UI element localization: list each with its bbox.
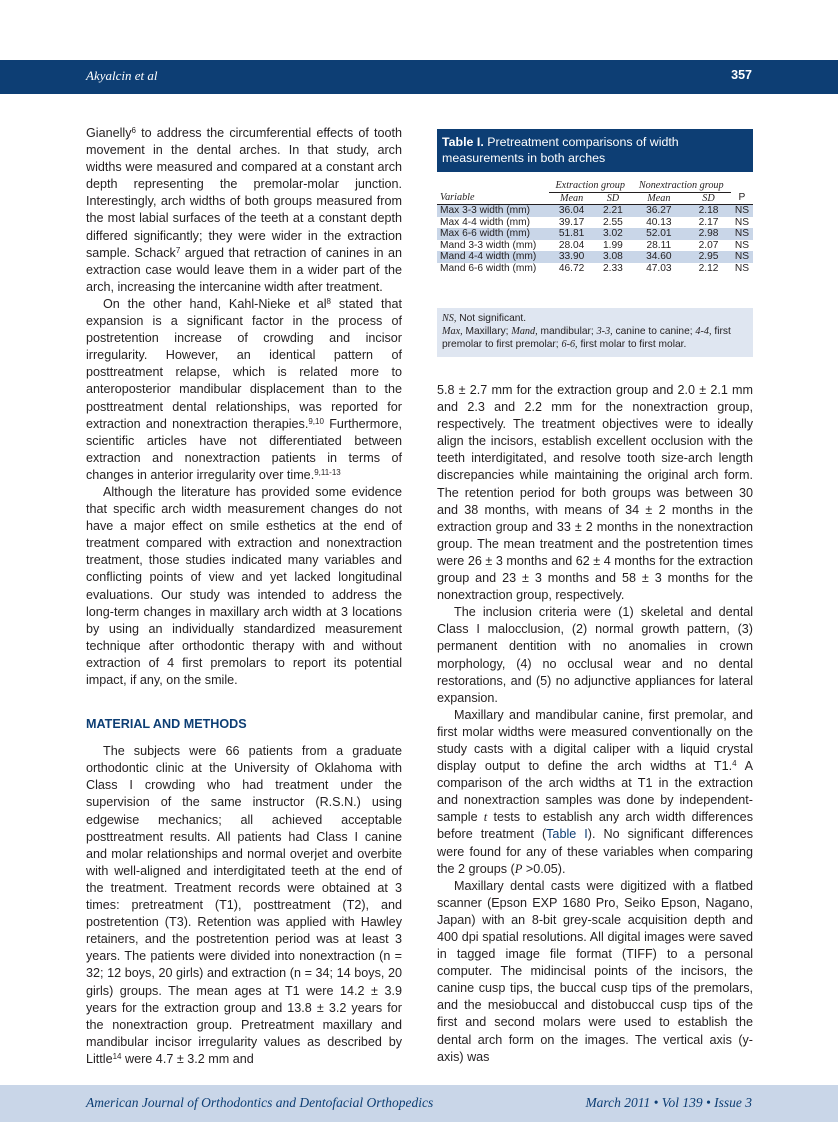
column-header: P: [738, 192, 746, 204]
table-1: [437, 129, 753, 357]
paragraph: On the other hand, Kahl-Nieke et $al^8$ stated that expansion is a significant factor in the process of postretention increase of crowding and incisor irregularity. However, an identical pattern of posttreatment relapse, which is related more to anteroposterior mandibular displacement than to the posttreatment dental relationships, was reported for extraction and nonextraction therapies.$^{9,10}$ Furthermore, scientific articles have not differentiated between extraction and nonextraction patients in terms of changes in anterior irregularity over time.$^{9,11-13}$: [86, 296, 402, 482]
header-author: Akyalcin et al: [86, 68, 158, 83]
group-header-extraction: Extraction group: [549, 176, 632, 192]
right-column: [437, 382, 753, 1066]
table-row: Mand 4-4 width (mm) 33.90 3.08 34.60 2.95 NS: [437, 251, 753, 263]
table-row: Max 3-3 width (mm) 36.04 2.21 36.27 2.18 NS: [437, 205, 753, 217]
paragraph: Maxillary dental casts were digitized with a flatbed scanner (Epson EXP 1680 Pro, Seiko Epson, Nagano, Japan) with an 8-bit grey-scale acquisition depth and 400 dpi spatial resolutions. All digital images were saved in tagged image file format (TIFF) to a personal computer. The midincisal points of the incisors, the canine cusp tips, the buccal cusp tips of the premolars, and the mesiobuccal and distobuccal cusp tips of the first and second molars were used to establish the dental arch form on the images. The vertical axis (y-axis) was: [437, 878, 753, 1064]
column-header: SD: [606, 192, 620, 204]
paragraph: The inclusion criteria were (1) skeletal and dental Class I malocclusion, (2) normal growth pattern, (3) permanent dentition with no anomalies in crown morphology, (4) no occlusal wear and no dental restorations, and (5) no adjunctive appliances for lateral expansion.: [437, 605, 753, 705]
journal-name: American Journal of Orthodontics and Dentofacial Orthopedics: [86, 1095, 434, 1110]
table-title: Table I. Pretreatment comparisons of width measurements in both arches: [437, 129, 753, 172]
left-column: [86, 125, 402, 1068]
table-row: Mand 3-3 width (mm) 28.04 1.99 28.11 2.07 NS: [440, 239, 750, 251]
table-row: Max 6-6 width (mm) 51.81 3.02 52.01 2.98 NS: [437, 228, 753, 240]
column-header: Mean: [560, 192, 584, 204]
section-heading: MATERIAL AND METHODS: [86, 717, 247, 732]
issue-info: March 2011 • Vol 139 • Issue 3: [585, 1095, 752, 1110]
paragraph: Gianelly$^6$ to address the circumferential effects of tooth movement in the dental arches. In that study, arch widths were measured and compared at a constant arch depth representing the premolar-molar junction. Interestingly, arch widths of both groups measured from the most labial surfaces of the teeth at a constant depth differed significantly; they were wider in the extraction sample. Schack$^7$ argued that retraction of canines in an extraction case would leave them in a wider part of the arch, increasing the intercanine width after treatment.: [86, 126, 402, 294]
table-1-link[interactable]: Table I: [546, 827, 588, 842]
paragraph: The subjects were 66 patients from a graduate orthodontic clinic at the University of Oklahoma with Class I crowding who had treatment under the supervision of the same instructor (R.S.N.) using edgewise mechanics; all achieved acceptable posttreatment results. All patients had Class I canine and molar relationships and normal overjet and overbite with well-aligned and interdigitated teeth at the end of the treatment. Treatment records were obtained at 3 times: pretreatment (T1), posttreatment (T2), and postretention (T3). Retention was applied with Hawley retainers, and the postretention period was at least 3 years. The patients were divided into nonextraction (n = 32; 12 boys, 20 girls) and extraction (n = 34; 14 boys, 20 girls) groups. The mean ages at T1 were 14.2 ± 3.9 years for the extraction group and 13.8 ± 3.2 years for the nonextraction group. Pretreatment maxillary and mandibular incisor irregularity values as described by Little$^{14}$ were 4.7 ± 3.2 mm and: [86, 744, 402, 1066]
column-header: SD: [702, 192, 715, 204]
table-footnote: NS, Not significant. Max, Maxillary; Mand, mandibular; 3-3, canine to canine; 4-4, first premolar to first premolar; 6-6, first molar to first molar.: [442, 313, 731, 350]
table-row: Mand 6-6 width (mm) 46.72 2.33 47.03 2.12 NS: [440, 262, 750, 274]
data-table: [437, 176, 753, 274]
running-footer: [0, 1085, 838, 1122]
column-header: Variable: [440, 192, 475, 204]
paragraph: Although the literature has provided some evidence that specific arch width measurement changes do not have a major effect on smile esthetics at the end of treatment compared with extraction and nonextraction treatment, those studies indicated many variables and conflicting points of view and yet lacked longitudinal evaluations. Our study was intended to address the long-term changes in maxillary arch width at 3 locations by using an individually standardized measurement technique after orthodontic therapy with and without extraction of 4 first premolars to report its potential impact, if any, on the smile.: [86, 484, 402, 687]
running-header: [0, 60, 838, 94]
group-header-nonextraction: Nonextraction group: [632, 176, 731, 192]
paragraph: 5.8 ± 2.7 mm for the extraction group and 2.0 ± 2.1 mm and 2.3 and 2.2 mm for the nonextraction group, respectively. The treatment objectives were to ideally align the incisors, establish excellent occlusion with the teeth interdigitated, and resolve tooth size-arch length discrepancies while maintaining the original arch form. The retention period for both groups was between 30 and 38 months, with means of 34 ± 2 months in the extraction group and 33 ± 2 months in the nonextraction group. The mean treatment and the postretention times were 26 ± 3 months and 62 ± 4 months for the extraction group and 23 ± 3 months and 58 ± 3 months for the nonextraction group, respectively.: [437, 383, 753, 603]
table-body-area: [437, 172, 753, 308]
page-number: 357: [731, 68, 752, 82]
paragraph: Maxillary and mandibular canine, first premolar, and first molar widths were measured conventionally on the study casts with a digital caliper with a liquid crystal display output to define the arch widths at T1.$^4$ A comparison of the arch widths at T1 in the extraction and nonextraction samples was done by independent-sample t tests to establish any arch width differences before treatment (Table I). No significant differences were found for any of these variables when comparing the 2 groups (P >0.05).: [437, 707, 753, 876]
column-header: Mean: [647, 192, 671, 204]
table-row: Max 4-4 width (mm) 39.17 2.55 40.13 2.17 NS: [440, 216, 750, 228]
